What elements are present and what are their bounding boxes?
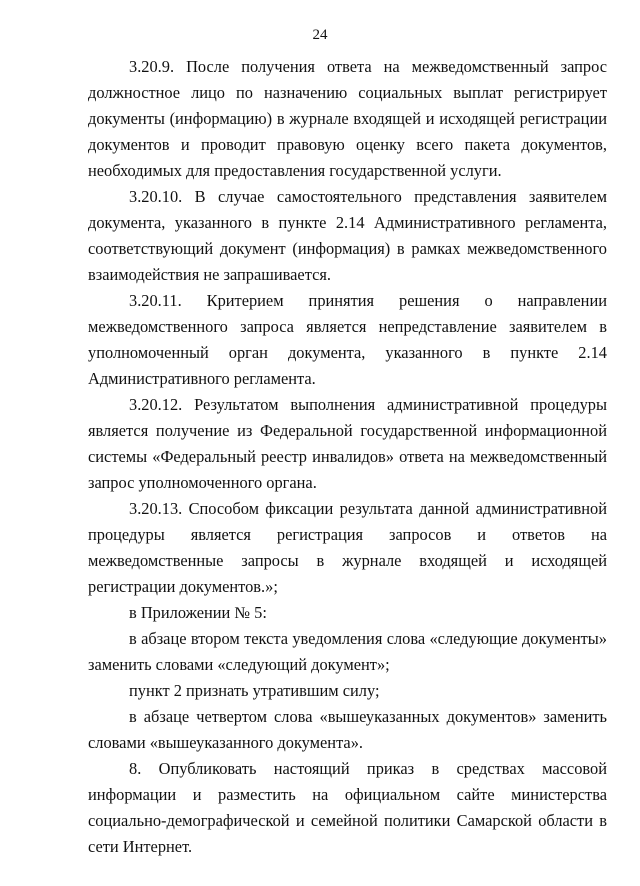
paragraph-3-20-11: 3.20.11. Критерием принятия решения о направлении межведомственного запроса является непредставление заявителем в уполномоченный орган документа, указанного в пункте 2.14 Административного регламента. <box>88 291 607 388</box>
paragraph-notice-amendment: в абзаце втором текста уведомления слова «следующие документы» заменить словами «следующий документ»; <box>88 629 607 674</box>
paragraph-3-20-12: 3.20.12. Результатом выполнения административной процедуры является получение из Федеральной государственной информационной системы «Федеральный реестр инвалидов» ответа на межведомственный запрос уполномоченного органа. <box>88 395 607 492</box>
document-body <box>88 54 607 860</box>
paragraph-fourth-amendment: в абзаце четвертом слова «вышеуказанных документов» заменить словами «вышеуказанного документа». <box>88 707 607 752</box>
paragraph-item-2-void: пункт 2 признать утратившим силу; <box>129 681 380 700</box>
page-number: 24 <box>312 27 328 43</box>
paragraph-3-20-9: 3.20.9. После получения ответа на межведомственный запрос должностное лицо по назначению социальных выплат регистрирует документы (информацию) в журнале входящей и исходящей регистрации документов и проводит правовую оценку всего пакета документов, необходимых для предоставления государственной услуги. <box>88 57 607 180</box>
paragraph-appendix-5: в Приложении № 5: <box>129 603 267 622</box>
paragraph-publication-order: 8. Опубликовать настоящий приказ в средствах массовой информации и разместить на официальном сайте министерства социально-демографической и семейной политики Самарской области в сети Интернет. <box>88 759 607 856</box>
paragraph-3-20-10: 3.20.10. В случае самостоятельного представления заявителем документа, указанного в пункте 2.14 Административного регламента, соответствующий документ (информация) в рамках межведомственного взаимодействия не запрашивается. <box>88 187 607 284</box>
paragraph-3-20-13: 3.20.13. Способом фиксации результата данной административной процедуры является регистрация запросов и ответов на межведомственные запросы в журнале входящей и исходящей регистрации документов.»; <box>88 499 607 596</box>
